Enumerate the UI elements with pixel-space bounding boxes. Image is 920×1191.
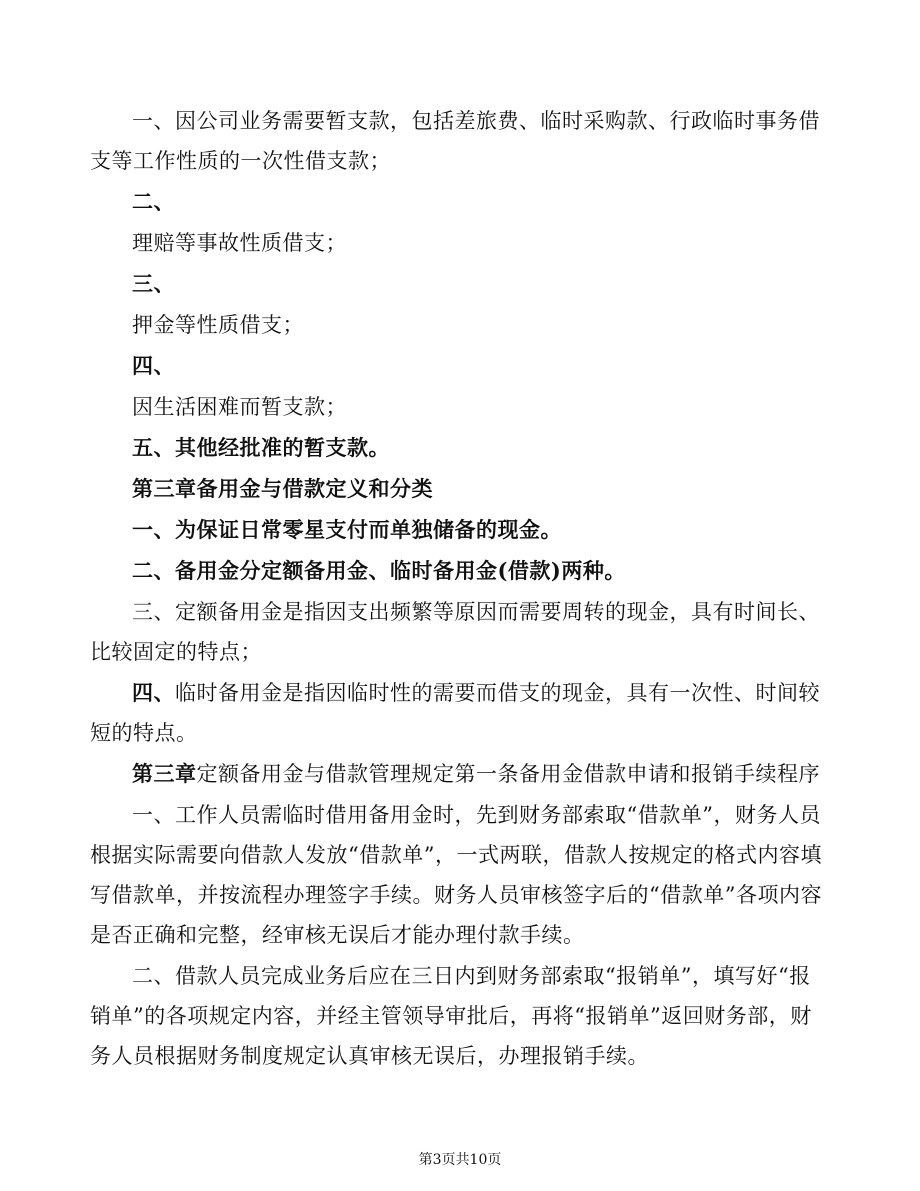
paragraph-2: 二、	[132, 189, 175, 214]
procedure-one: 一、工作人员需临时借用备用金时，先到财务部索取“借款单”，财务人员根据实际需要向借款人发放“借款单”，一式两联，借款人按规定的格式内容填写借款单，并按流程办理签字手续。财务人员审核签字后的“借款单”各项内容是否正确和完整，经审核无误后才能办理付款手续。	[90, 803, 822, 947]
paragraph-14	[90, 754, 830, 794]
paragraph-13	[90, 673, 830, 753]
paragraph-11: 二、备用金分定额备用金、临时备用金(借款)两种。	[132, 558, 626, 583]
paragraph-3: 理赔等事故性质借支；	[132, 231, 347, 255]
paragraph-13-text: 临时备用金是指因临时性的需要而借支的现金，具有一次性、时间较短的特点。	[90, 681, 820, 745]
paragraph-8: 五、其他经批准的暂支款。	[132, 435, 390, 460]
paragraph-10: 一、为保证日常零星支付而单独储备的现金。	[132, 517, 562, 542]
paragraph-7: 因生活困难而暂支款；	[132, 395, 347, 419]
procedure-two: 二、借款人员完成业务后应在三日内到财务部索取“报销单”，填写好“报销单”的各项规定内容，并经主管领导审批后，再将“报销单”返回财务部，财务人员根据财务制度规定认真审核无误后，办理报销手续。	[90, 964, 812, 1068]
chapter-title-rest: 定额备用金与借款管理规定第一条备用金借款申请和报销手续程序	[196, 762, 820, 786]
page-number: 第3页共10页	[418, 1152, 502, 1168]
paragraph-13-prefix: 四、	[132, 680, 175, 705]
chapter-heading: 第三章备用金与借款定义和分类	[132, 476, 433, 501]
paragraph-5: 押金等性质借支；	[132, 313, 304, 337]
chapter-label: 第三章	[132, 761, 197, 786]
paragraph-6: 四、	[132, 353, 175, 378]
paragraph-4: 三、	[132, 271, 175, 296]
document-body	[90, 101, 830, 1077]
paragraph-1: 一、因公司业务需要暂支款，包括差旅费、临时采购款、行政临时事务借支等工作性质的一次性借支款；	[90, 109, 820, 173]
paragraph-12: 三、定额备用金是指因支出频繁等原因而需要周转的现金，具有时间长、比较固定的特点；	[90, 600, 820, 664]
